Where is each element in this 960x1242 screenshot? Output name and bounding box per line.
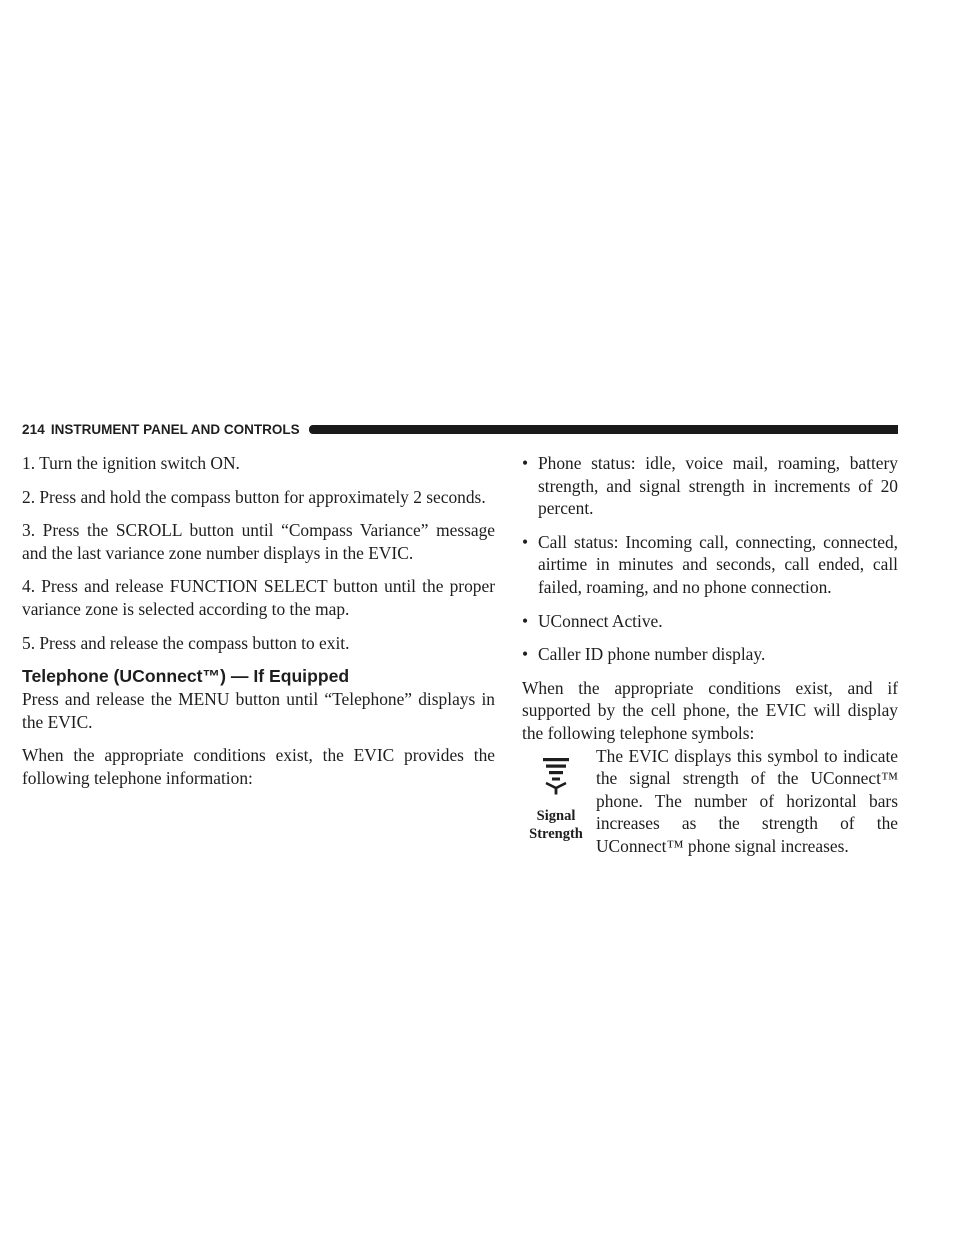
list-item [522,643,898,666]
bullet-icon: • [522,644,529,665]
step-2: 2. Press and hold the compass button for approximately 2 seconds. [22,486,486,507]
section-title: INSTRUMENT PANEL AND CONTROLS [50,421,300,437]
list-item-text: UConnect Active. [538,610,663,631]
list-item [522,531,898,599]
list-item-text: Phone status: idle, voice mail, roaming, battery strength, and signal strength in increments of 20 percent. [538,453,898,519]
conditions-paragraph: When the appropriate conditions exist, the EVIC provides the following telephone information: [22,745,495,788]
telephone-info-list [522,452,898,666]
symbol-figure [522,745,590,858]
menu-paragraph: Press and release the MENU button until “Telephone” displays in the EVIC. [22,689,495,732]
signal-strength-icon [541,757,571,795]
step-1: 1. Turn the ignition switch ON. [22,453,240,473]
bullet-icon: • [522,610,529,631]
signal-strength-entry [522,745,898,858]
running-header [22,419,898,439]
step-5: 5. Press and release the compass button to exit. [22,632,350,653]
step-4: 4. Press and release FUNCTION SELECT button until the proper variance zone is selected according to the map. [22,576,495,619]
list-item [522,452,898,520]
list-item-text: Call status: Incoming call, connecting, connected, airtime in minutes and seconds, call ended, call failed, roaming, and no phone connection. [538,531,898,597]
symbol-description: The EVIC displays this symbol to indicate the signal strength of the UConnect™ phone. The number of horizontal bars increases as the strength of the UConnect™ phone signal increases. [596,745,898,856]
header-rule [309,425,898,434]
left-column [22,452,495,801]
symbol-caption [529,807,583,843]
page-number: 214 [22,421,45,437]
right-column [522,452,898,858]
list-item [522,610,898,633]
caption-line: Strength [529,825,583,842]
bullet-icon: • [522,453,529,473]
bullet-icon: • [522,531,529,552]
section-heading: Telephone (UConnect™) — If Equipped [22,666,350,687]
step-3: 3. Press the SCROLL button until “Compass Variance” message and the last variance zone number displays in the EVIC. [22,520,495,563]
list-item-text: Caller ID phone number display. [538,644,766,665]
caption-line: Signal [536,807,576,824]
symbols-intro: When the appropriate conditions exist, and if supported by the cell phone, the EVIC will display the following telephone symbols: [522,677,898,743]
